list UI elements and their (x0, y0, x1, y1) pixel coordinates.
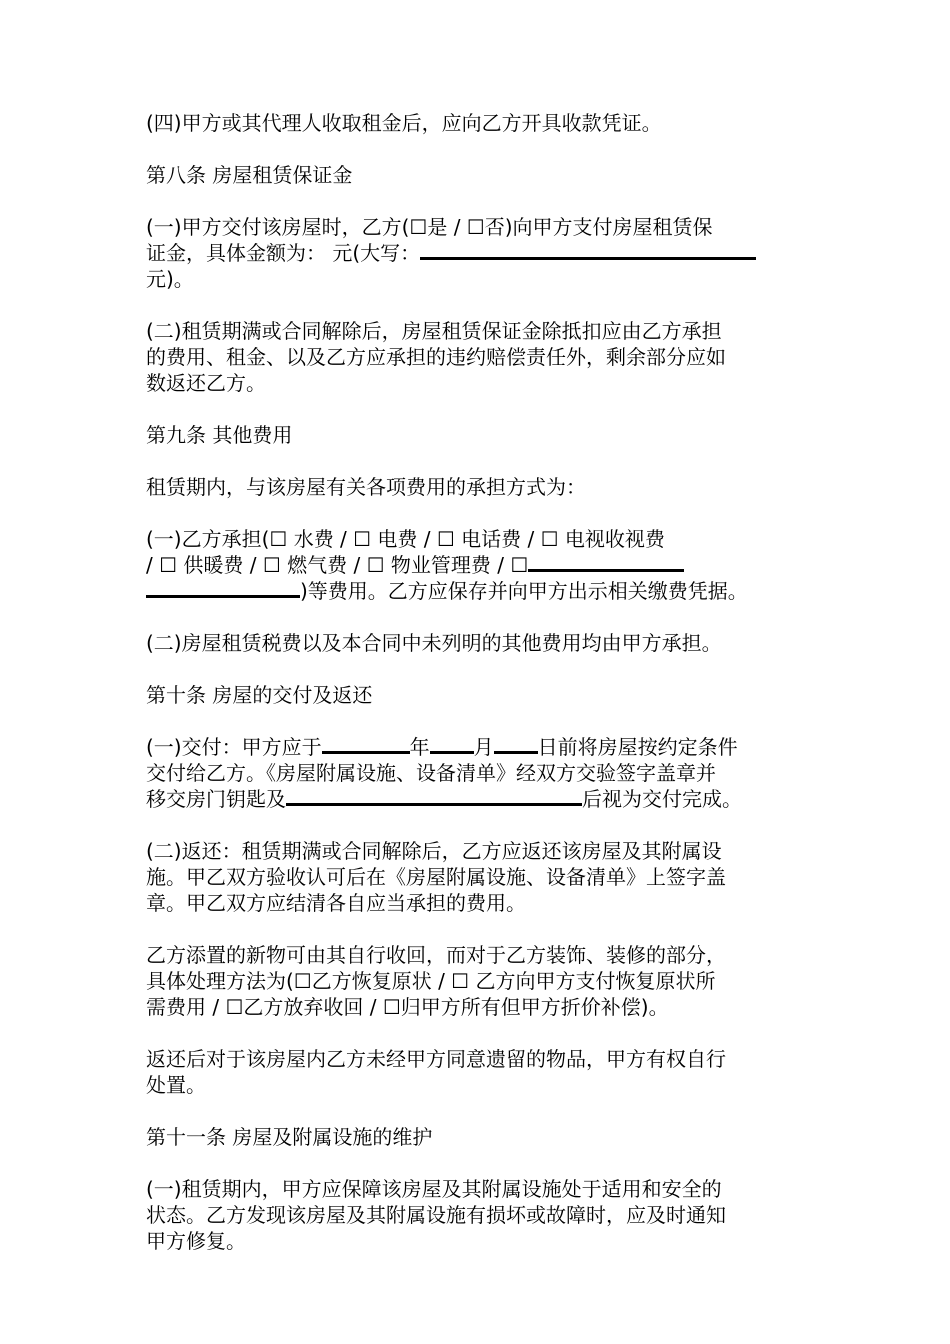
heading-article-9 (146, 422, 810, 448)
text-line: (一)租赁期内，甲方应保障该房屋及其附属设施处于适用和安全的 (146, 1177, 722, 1201)
text-segment: 移交房门钥匙及 (146, 787, 286, 811)
section-heading: 第九条 其他费用 (146, 423, 293, 447)
paragraph-fee-intro (146, 474, 810, 500)
text-line: 乙方添置的新物可由其自行收回，而对于乙方装饰、装修的部分， (146, 943, 726, 967)
section-heading: 第十一条 房屋及附属设施的维护 (146, 1125, 433, 1149)
text-line: 施。甲乙双方验收认可后在《房屋附属设施、设备清单》上签字盖 (146, 865, 726, 889)
text-line-with-blank (146, 578, 810, 604)
text-line: 返还后对于该房屋内乙方未经甲方同意遗留的物品，甲方有权自行 (146, 1047, 726, 1071)
text-line: (二)租赁期满或合同解除后，房屋租赁保证金除抵扣应由乙方承担 (146, 319, 722, 343)
text-line-with-blank (146, 552, 810, 578)
text-segment: (一)交付：甲方应于 (146, 735, 322, 759)
text-line: 租赁期内，与该房屋有关各项费用的承担方式为： (146, 475, 586, 499)
fill-blank-handover-items[interactable] (286, 789, 582, 806)
paragraph-landlord-fees (146, 630, 810, 656)
text-line: 交付给乙方。《房屋附属设施、设备清单》经双方交验签字盖章并 (146, 761, 716, 785)
fill-blank-month[interactable] (430, 737, 474, 754)
text-segment: 日前将房屋按约定条件 (537, 735, 738, 759)
text-line-with-blank (146, 786, 810, 812)
text-line: 处置。 (146, 1073, 206, 1097)
text-line: (二)房屋租赁税费以及本合同中未列明的其他费用均由甲方承担。 (146, 631, 722, 655)
text-line: 章。甲乙双方应结清各自应当承担的费用。 (146, 891, 526, 915)
fill-blank-deposit-amount[interactable] (420, 243, 756, 260)
fill-blank-year[interactable] (322, 737, 410, 754)
text-line: 数返还乙方。 (146, 371, 266, 395)
text-line: 需费用 / ☐乙方放弃收回 / ☐归甲方所有但甲方折价补偿)。 (146, 995, 669, 1019)
text-line: (一)甲方交付该房屋时，乙方(☐是 / ☐否)向甲方支付房屋租赁保 (146, 215, 713, 239)
section-heading: 第八条 房屋租赁保证金 (146, 163, 353, 187)
document-page (146, 110, 810, 1280)
text-segment: / ☐ 供暖费 / ☐ 燃气费 / ☐ 物业管理费 / ☐ (146, 553, 529, 577)
heading-article-8 (146, 162, 810, 188)
text-line-with-blank (146, 240, 810, 266)
text-line: (二)返还：租赁期满或合同解除后，乙方应返还该房屋及其附属设 (146, 839, 722, 863)
paragraph-rent-receipt (146, 110, 810, 136)
fill-blank-day[interactable] (494, 737, 538, 754)
heading-article-10 (146, 682, 810, 708)
paragraph-handover (146, 734, 810, 812)
paragraph-maintenance (146, 1176, 810, 1254)
section-heading: 第十条 房屋的交付及返还 (146, 683, 373, 707)
paragraph-deposit-payment (146, 214, 810, 292)
text-segment: 月 (473, 735, 494, 759)
paragraph-renovation-handling (146, 942, 810, 1020)
text-line: 甲方修复。 (146, 1229, 246, 1253)
text-segment: )等费用。乙方应保存并向甲方出示相关缴费凭据。 (300, 579, 748, 603)
text-segment: 后视为交付完成。 (582, 787, 742, 811)
text-segment: 年 (409, 735, 430, 759)
text-line: (四)甲方或其代理人收取租金后，应向乙方开具收款凭证。 (146, 111, 662, 135)
paragraph-deposit-return (146, 318, 810, 396)
text-segment: 证金，具体金额为： 元(大写： (146, 241, 421, 265)
text-line: 状态。乙方发现该房屋及其附属设施有损坏或故障时，应及时通知 (146, 1203, 726, 1227)
paragraph-left-items (146, 1046, 810, 1098)
heading-article-11 (146, 1124, 810, 1150)
fill-blank-other-fee[interactable] (528, 555, 684, 572)
text-line: 元)。 (146, 267, 194, 291)
text-line: 的费用、租金、以及乙方应承担的违约赔偿责任外，剩余部分应如 (146, 345, 726, 369)
text-line: (一)乙方承担(☐ 水费 / ☐ 电费 / ☐ 电话费 / ☐ 电视收视费 (146, 527, 665, 551)
text-line-with-blanks (146, 734, 810, 760)
fill-blank-other-fee-cont[interactable] (146, 581, 300, 598)
paragraph-return (146, 838, 810, 916)
text-line: 具体处理方法为(☐乙方恢复原状 / ☐ 乙方向甲方支付恢复原状所 (146, 969, 716, 993)
paragraph-tenant-fees (146, 526, 810, 604)
